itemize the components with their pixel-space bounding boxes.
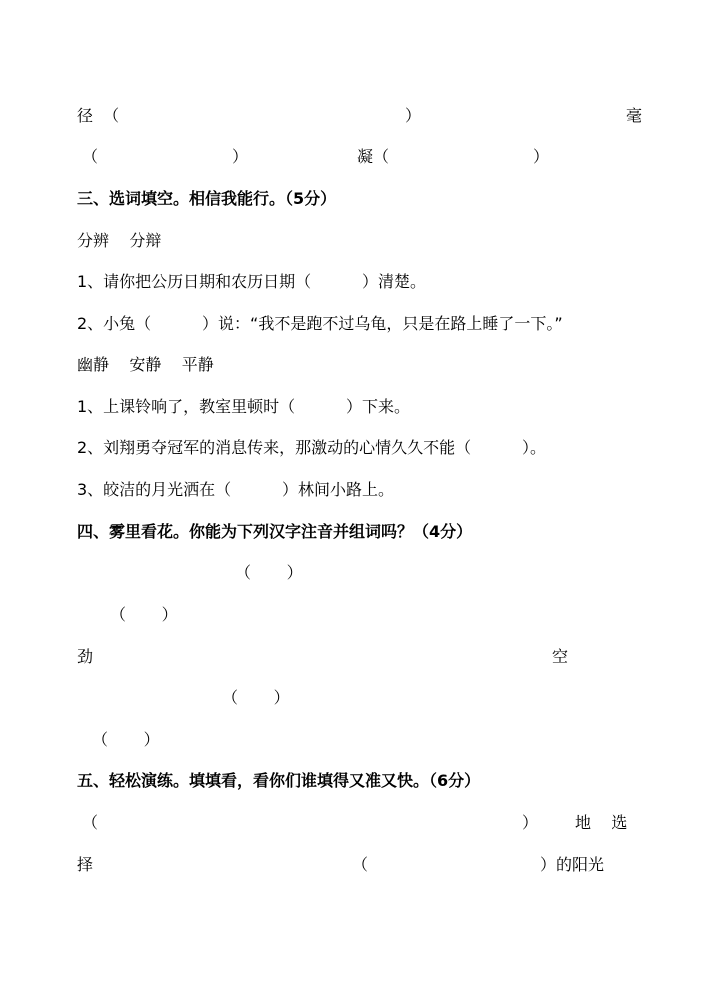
s2-line2-paren2-close: ） (533, 147, 550, 166)
section4-paren-b: （ ） (110, 605, 178, 624)
section5-line2-text: 择 (77, 855, 94, 874)
section3-group2-words: 幽静 安静 平静 (77, 355, 214, 374)
s2-line2-paren1-open: （ (82, 147, 99, 166)
section5-line2-open: （ (352, 855, 369, 874)
section4-char-kong: 空 (552, 647, 569, 666)
s2-line2-paren1-close: ） (232, 147, 249, 166)
section3-q1: 1、请你把公历日期和农历日期（ ）清楚。 (77, 272, 427, 291)
section3-q4: 2、刘翔勇夺冠军的消息传来，那激动的心情久久不能（ ）。 (77, 438, 547, 457)
section3-q5: 3、皎洁的月光洒在（ ）林间小路上。 (77, 480, 395, 499)
s2-line1-left: 径 （ (77, 106, 120, 125)
section4-heading: 四、雾里看花。你能为下列汉字注音并组词吗？（4分） (77, 522, 473, 541)
section5-line2-close: ）的阳光 (540, 855, 605, 874)
section4-paren-a: （ ） (235, 563, 303, 582)
section4-paren-c: （ ） (222, 688, 290, 707)
s2-line1-right: 毫 (626, 106, 643, 125)
section3-heading: 三、选词填空。相信我能行。（5分） (77, 189, 337, 208)
s2-line1-paren-close: ） (405, 106, 422, 125)
section5-line1-close: ） (522, 813, 539, 832)
section3-q2: 2、小兔（ ）说：“我不是跑不过乌龟，只是在路上睡了一下。” (77, 314, 563, 333)
section3-q3: 1、上课铃响了，教室里顿时（ ）下来。 (77, 397, 411, 416)
section3-group1-words: 分辨 分辩 (77, 231, 162, 250)
section5-line1-text: 地 选 (575, 813, 628, 832)
section4-paren-d: （ ） (92, 730, 160, 749)
section5-heading: 五、轻松演练。填填看，看你们谁填得又准又快。（6分） (77, 771, 481, 790)
section4-char-jin: 劲 (77, 647, 94, 666)
section5-line1-open: （ (82, 813, 99, 832)
s2-line2-char: 凝（ (357, 147, 390, 166)
